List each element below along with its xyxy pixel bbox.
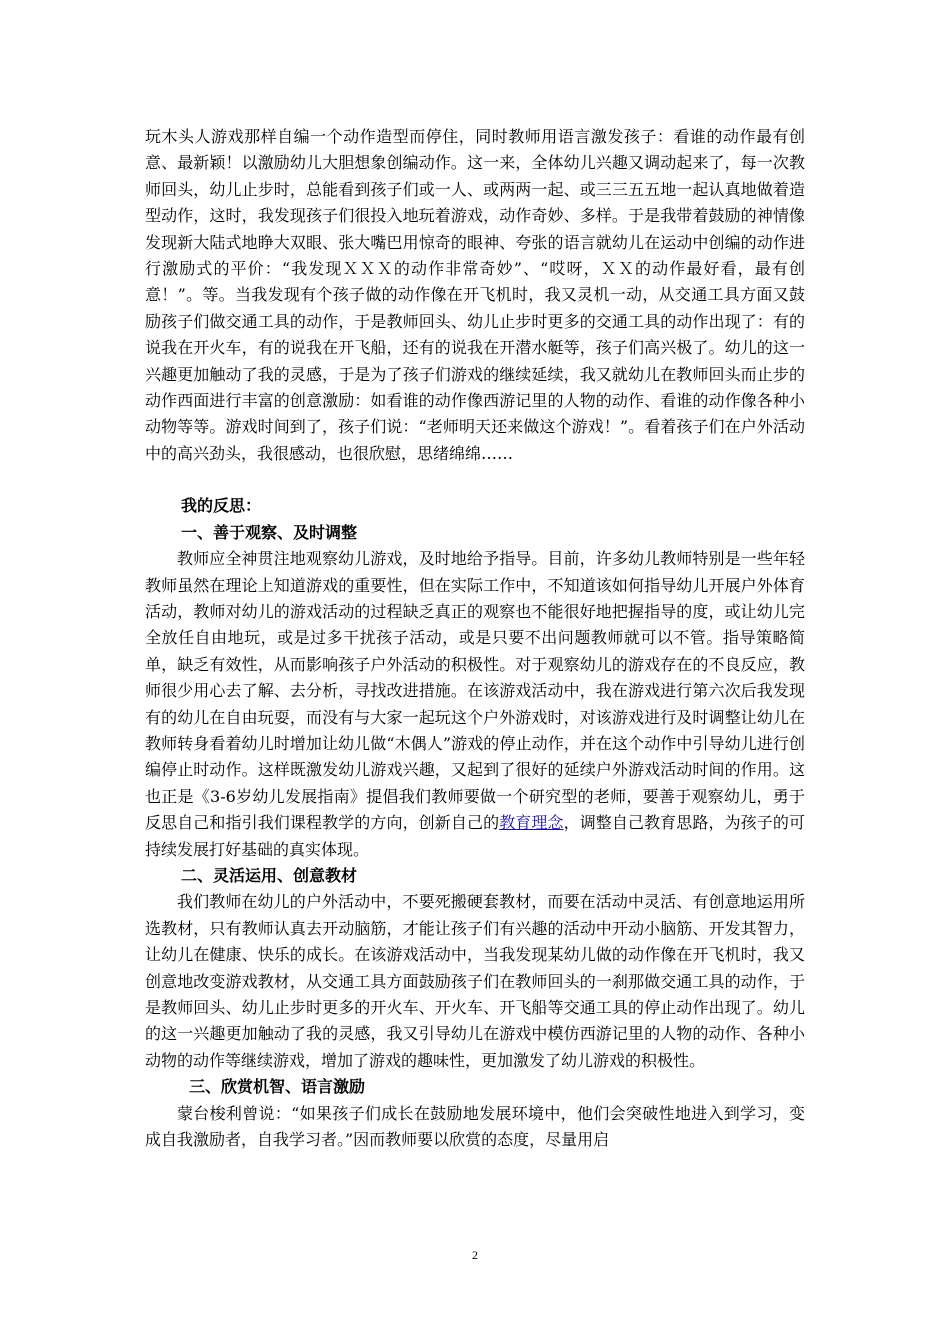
page-number: 2 (472, 1248, 478, 1262)
section-1-text-before-link: 教师应全神贯注地观察幼儿游戏，及时地给予指导。目前，许多幼儿教师特别是一些年轻教师虽然在理论上知道游戏的重要性，但在实际工作中，不知道该如何指导幼儿开展户外体育活动，教师对幼儿的游戏活动的过程缺乏真正的观察也不能很好地把握指导的度，或让幼儿完全放任自由地玩，或是过多干扰孩子活动，或是只要不出问题教师就可以不管。指导策略简单，缺乏有效性，从而影响孩子户外活动的积极性。对于观察幼儿的游戏存在的不良反应，教师很少用心去了解、去分析，寻找改进措施。在该游戏活动中，我在游戏进行第六次后我发现有的幼儿在自由玩耍，而没有与大家一起玩这个户外游戏时，对该游戏进行及时调整让幼儿在教师转身看着幼儿时增加让幼儿做“木偶人”游戏的停止动作，并在这个动作中引导幼儿进行创编停止时动作。这样既激发幼儿游戏兴趣，又起到了很好的延续户外游戏活动时间的作用。这也正是《3-6岁幼儿发展指南》提倡我们教师要做一个研究型的老师，要善于观察幼儿，勇于反思自己和指引我们课程教学的方向，创新自己的 (145, 549, 805, 833)
paragraph-story: 玩木头人游戏那样自编一个动作造型而停住，同时教师用语言激发孩子：看谁的动作最有创意、最新颖！以激励幼儿大胆想象创编动作。这一来，全体幼儿兴趣又调动起来了，每一次教师回头，幼儿止步时，总能看到孩子们或一人、或两两一起、或三三五五地一起认真地做着造型动作，这时，我发现孩子们很投入地玩着游戏，动作奇妙、多样。于是我带着鼓励的神情像发现新大陆式地睁大双眼、张大嘴巴用惊奇的眼神、夸张的语言就幼儿在运动中创编的动作进行激励式的平价：“我发现ＸＸＸ的动作非常奇妙”、“哎呀，ＸＸ的动作最好看，最有创意！”。等。当我发现有个孩子做的动作像在开飞机时，我又灵机一动，从交通工具方面又鼓励孩子们做交通工具的动作，于是教师回头、幼儿止步时更多的交通工具的动作出现了：有的说我在开火车，有的说我在开飞船，还有的说我在开潜水艇等，孩子们高兴极了。幼儿的这一兴趣更加触动了我的灵感，于是为了孩子们游戏的继续延续，我又就幼儿在教师回头而止步的动作西面进行丰富的创意激励：如看谁的动作像西游记里的人物的动作、看谁的动作像各种小动物等等。游戏时间到了，孩子们说：“老师明天还来做这个游戏！”。看着孩子们在户外活动中的高兴劲头，我很感动，也很欣慰，思绪绵绵…… (145, 127, 805, 463)
paragraph-spacer (145, 467, 805, 493)
document-body (145, 124, 805, 1153)
section-3-title: 三、欣赏机智、语言激励 (189, 1077, 366, 1097)
section-1-body (145, 546, 805, 863)
section-1-title: 一、善于观察、及时调整 (181, 522, 358, 542)
education-concept-link[interactable]: 教育理念 (499, 813, 564, 833)
section-1-text-after-link: ，调整自己教育思路，为孩子的可持续发展打好基础的真实体现。 (145, 813, 805, 859)
reflection-title: 我的反思： (181, 496, 262, 516)
section-2-title: 二、灵活运用、创意教材 (181, 865, 358, 885)
section-2-body: 我们教师在幼儿的户外活动中，不要死搬硬套教材，而要在活动中灵活、有创意地运用所选教材，只有教师认真去开动脑筋，才能让孩子们有兴趣的活动中开动小脑筋、开发其智力，让幼儿在健康、快乐的成长。在该游戏活动中，当我发现某幼儿做的动作像在开飞机时，我又创意地改变游戏教材，从交通工具方面鼓励孩子们在教师回头的一刹那做交通工具的动作，于是教师回头、幼儿止步时更多的开火车、开火车、开飞船等交通工具的停止动作出现了。幼儿的这一兴趣更加触动了我的灵感，我又引导幼儿在游戏中模仿西游记里的人物的动作、各种小动物的动作等继续游戏，增加了游戏的趣味性，更加激发了幼儿游戏的积极性。 (145, 892, 805, 1070)
section-3-body: 蒙台梭利曾说：“如果孩子们成长在鼓励地发展环境中，他们会突破性地进入到学习，变成自我激励者，自我学习者。”因而教师要以欣赏的态度，尽量用启 (145, 1103, 805, 1150)
